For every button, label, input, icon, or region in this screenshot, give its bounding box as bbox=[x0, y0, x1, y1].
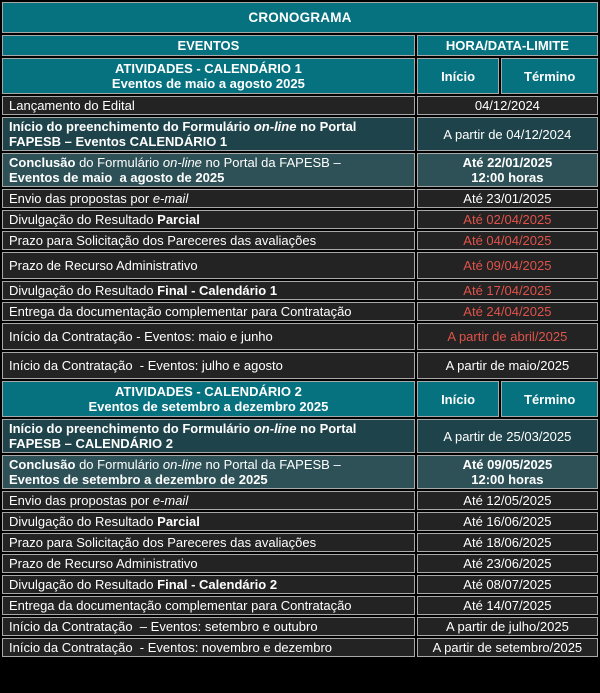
event-cell bbox=[2, 554, 415, 573]
event-text-segment: Divulgação do Resultado bbox=[9, 577, 158, 592]
value-cell bbox=[417, 512, 598, 531]
value-cell bbox=[417, 231, 598, 250]
value-text: Até 16/06/2025 bbox=[463, 514, 552, 529]
event-text-segment: Envio das propostas por bbox=[9, 191, 153, 206]
column-header-inicio: Início bbox=[417, 381, 500, 417]
event-text-segment: FAPESB – CALENDÁRIO 2 bbox=[9, 436, 173, 451]
value-text: 12:00 horas bbox=[471, 472, 544, 487]
event-text-segment: no Portal da FAPESB – bbox=[201, 155, 341, 170]
table-row bbox=[2, 210, 598, 229]
value-text: A partir de 04/12/2024 bbox=[443, 126, 572, 142]
event-text-segment: Eventos de maio a agosto de 2025 bbox=[9, 170, 225, 185]
value-text: 04/12/2024 bbox=[474, 98, 540, 113]
event-text-segment: on-line bbox=[253, 119, 297, 134]
event-text-segment: do Formulário bbox=[75, 457, 163, 472]
value-text: Até 09/05/2025 bbox=[462, 457, 553, 472]
event-text-segment: Prazo para Solicitação dos Pareceres das avaliações bbox=[9, 233, 317, 248]
value-cell bbox=[417, 323, 598, 350]
event-text-segment: Eventos de setembro a dezembro de 2025 bbox=[9, 472, 268, 487]
value-cell bbox=[417, 153, 598, 187]
table-body bbox=[2, 58, 598, 657]
value-cell bbox=[417, 281, 598, 300]
event-text-segment: Prazo para Solicitação dos Pareceres das avaliações bbox=[9, 535, 317, 550]
value-cell bbox=[417, 638, 598, 657]
event-cell bbox=[2, 153, 415, 187]
event-cell bbox=[2, 323, 415, 350]
value-cell bbox=[417, 455, 598, 489]
event-cell bbox=[2, 638, 415, 657]
event-text-segment: Prazo de Recurso Administrativo bbox=[9, 258, 198, 273]
table-row bbox=[2, 153, 598, 187]
section-title-line1: ATIVIDADES - CALENDÁRIO 1 bbox=[114, 61, 302, 76]
event-text-segment: Entrega da documentação complementar para Contratação bbox=[9, 304, 352, 319]
table-row bbox=[2, 419, 598, 453]
value-cell bbox=[417, 554, 598, 573]
table-row bbox=[2, 281, 598, 300]
event-text-segment: no Portal bbox=[296, 119, 357, 134]
value-cell bbox=[417, 117, 598, 151]
event-text-segment: e-mail bbox=[152, 493, 189, 508]
value-cell bbox=[417, 419, 598, 453]
event-cell bbox=[2, 231, 415, 250]
value-text: 12:00 horas bbox=[471, 170, 544, 185]
value-text: Até 14/07/2025 bbox=[463, 598, 552, 613]
event-cell bbox=[2, 352, 415, 379]
event-cell bbox=[2, 252, 415, 279]
value-text: Até 12/05/2025 bbox=[463, 493, 552, 508]
value-text: Até 18/06/2025 bbox=[463, 535, 552, 550]
event-text-segment: Parcial bbox=[157, 514, 200, 529]
value-text: Até 04/04/2025 bbox=[463, 233, 552, 248]
value-text: Até 09/04/2025 bbox=[463, 258, 552, 273]
event-cell bbox=[2, 210, 415, 229]
event-text-segment: Final - Calendário 2 bbox=[157, 577, 278, 592]
event-text-segment: no Portal da FAPESB – bbox=[201, 457, 341, 472]
event-text-segment: Início da Contratação - Eventos: julho e agosto bbox=[9, 358, 283, 373]
value-text: Até 24/04/2025 bbox=[463, 304, 552, 319]
event-text-segment: do Formulário bbox=[75, 155, 163, 170]
section-title-line2: Eventos de maio a agosto 2025 bbox=[111, 76, 305, 91]
value-text: Até 02/04/2025 bbox=[463, 212, 552, 227]
event-text-segment: Início do preenchimento do Formulário bbox=[9, 421, 254, 436]
value-text: A partir de setembro/2025 bbox=[432, 640, 583, 655]
value-cell bbox=[417, 96, 598, 115]
table-row bbox=[2, 231, 598, 250]
value-cell bbox=[417, 352, 598, 379]
column-header-termino: Término bbox=[501, 381, 598, 417]
event-text-segment: Entrega da documentação complementar para Contratação bbox=[9, 598, 352, 613]
table-row bbox=[2, 491, 598, 510]
column-header-termino: Término bbox=[501, 58, 598, 94]
event-text-segment: Início da Contratação - Eventos: novembro e dezembro bbox=[9, 640, 333, 655]
event-cell bbox=[2, 533, 415, 552]
value-cell bbox=[417, 596, 598, 615]
event-cell bbox=[2, 491, 415, 510]
table-row bbox=[2, 96, 598, 115]
section-title-cell bbox=[2, 58, 415, 94]
table-row bbox=[2, 617, 598, 636]
table-row bbox=[2, 117, 598, 151]
event-cell bbox=[2, 281, 415, 300]
value-cell bbox=[417, 575, 598, 594]
value-text: Até 23/01/2025 bbox=[463, 191, 552, 206]
table-row bbox=[2, 352, 598, 379]
table-row bbox=[2, 455, 598, 489]
event-text-segment: Divulgação do Resultado bbox=[9, 283, 158, 298]
event-text-segment: Início da Contratação - Eventos: maio e junho bbox=[9, 329, 273, 344]
event-cell bbox=[2, 617, 415, 636]
event-text-segment: no Portal bbox=[296, 421, 357, 436]
event-text-segment: Divulgação do Resultado bbox=[9, 514, 158, 529]
table-row bbox=[2, 252, 598, 279]
table-row bbox=[2, 554, 598, 573]
event-cell bbox=[2, 575, 415, 594]
table-title-row bbox=[2, 2, 598, 33]
column-header-row bbox=[2, 35, 598, 56]
event-text-segment: Início da Contratação – Eventos: setembro e outubro bbox=[9, 619, 318, 634]
event-text-segment: Final - Calendário 1 bbox=[157, 283, 278, 298]
event-cell bbox=[2, 596, 415, 615]
column-header-deadline: HORA/DATA-LIMITE bbox=[417, 35, 598, 56]
value-text: A partir de abril/2025 bbox=[447, 329, 568, 344]
event-cell bbox=[2, 302, 415, 321]
value-cell bbox=[417, 491, 598, 510]
value-text: Até 08/07/2025 bbox=[463, 577, 552, 592]
value-cell bbox=[417, 533, 598, 552]
event-text-segment: Envio das propostas por bbox=[9, 493, 153, 508]
event-text-segment: e-mail bbox=[152, 191, 189, 206]
table-title: CRONOGRAMA bbox=[2, 2, 598, 33]
section-title-cell bbox=[2, 381, 415, 417]
event-cell bbox=[2, 117, 415, 151]
table-row bbox=[2, 323, 598, 350]
table-row bbox=[2, 189, 598, 208]
event-cell bbox=[2, 512, 415, 531]
value-text: Até 23/06/2025 bbox=[463, 556, 552, 571]
event-text-segment: Início do preenchimento do Formulário bbox=[9, 119, 254, 134]
table-row bbox=[2, 575, 598, 594]
event-text-segment: Lançamento do Edital bbox=[9, 98, 135, 113]
section-title-line2: Eventos de setembro a dezembro 2025 bbox=[88, 399, 329, 414]
event-text-segment: Divulgação do Resultado bbox=[9, 212, 158, 227]
event-cell bbox=[2, 455, 415, 489]
value-text: A partir de 25/03/2025 bbox=[443, 428, 572, 444]
event-cell bbox=[2, 189, 415, 208]
event-text-segment: on-line bbox=[253, 421, 297, 436]
column-header-events: EVENTOS bbox=[2, 35, 415, 56]
table-row bbox=[2, 302, 598, 321]
value-cell bbox=[417, 302, 598, 321]
value-text: Até 17/04/2025 bbox=[463, 283, 552, 298]
event-text-segment: on-line bbox=[162, 155, 202, 170]
table-row bbox=[2, 533, 598, 552]
section-header-row bbox=[2, 58, 598, 94]
value-cell bbox=[417, 210, 598, 229]
value-cell bbox=[417, 252, 598, 279]
value-cell bbox=[417, 617, 598, 636]
column-header-inicio: Início bbox=[417, 58, 500, 94]
event-text-segment: Conclusão bbox=[9, 457, 76, 472]
event-text-segment: FAPESB – Eventos CALENDÁRIO 1 bbox=[9, 134, 228, 149]
event-cell bbox=[2, 96, 415, 115]
section-title-line1: ATIVIDADES - CALENDÁRIO 2 bbox=[114, 384, 302, 399]
table-row bbox=[2, 512, 598, 531]
event-text-segment: on-line bbox=[162, 457, 202, 472]
event-cell bbox=[2, 419, 415, 453]
event-text-segment: Conclusão bbox=[9, 155, 76, 170]
table-row bbox=[2, 638, 598, 657]
section-header-row bbox=[2, 381, 598, 417]
value-text: A partir de maio/2025 bbox=[445, 358, 570, 373]
table-row bbox=[2, 596, 598, 615]
value-text: Até 22/01/2025 bbox=[462, 155, 553, 170]
value-cell bbox=[417, 189, 598, 208]
value-text: A partir de julho/2025 bbox=[445, 619, 569, 634]
event-text-segment: Prazo de Recurso Administrativo bbox=[9, 556, 198, 571]
event-text-segment: Parcial bbox=[157, 212, 200, 227]
